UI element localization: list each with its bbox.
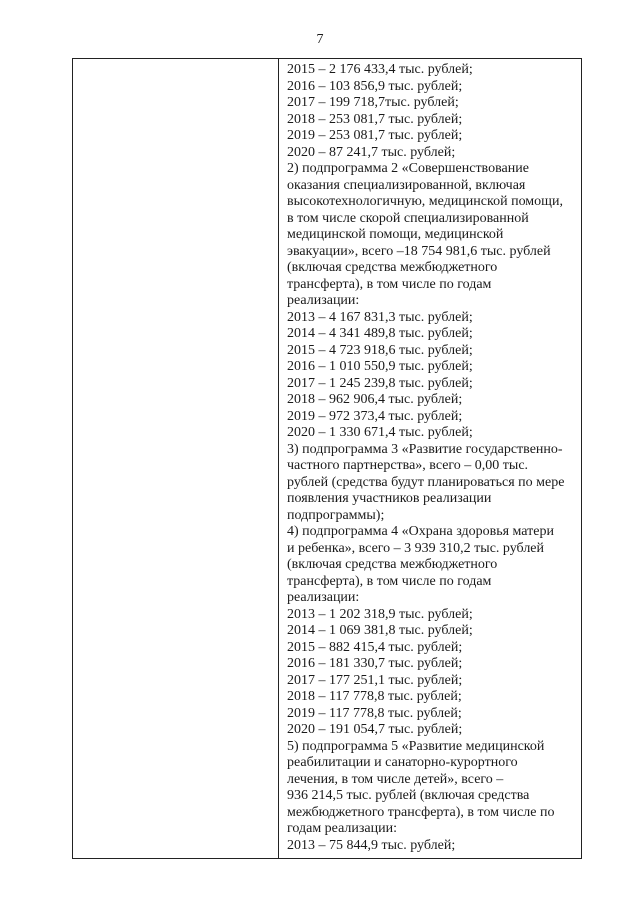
text-line: трансферта), в том числе по годам bbox=[287, 573, 492, 589]
text-line: 2017 – 1 245 239,8 тыс. рублей; bbox=[287, 375, 473, 391]
text-line: 2014 – 1 069 381,8 тыс. рублей; bbox=[287, 623, 473, 638]
text-line: подпрограммы); bbox=[287, 507, 385, 523]
text-line: медицинской помощи, медицинской bbox=[287, 227, 504, 242]
text-line: 2016 – 103 856,9 тыс. рублей; bbox=[287, 78, 463, 94]
text-line: 2016 – 1 010 550,9 тыс. рублей; bbox=[287, 359, 473, 374]
text-line: реабилитации и санаторно-курортного bbox=[287, 755, 518, 770]
text-line: 2017 – 199 718,7тыс. рублей; bbox=[287, 95, 459, 110]
text-line: 2) подпрограмма 2 «Совершенствование bbox=[287, 161, 529, 176]
text-line: 2018 – 962 906,4 тыс. рублей; bbox=[287, 392, 463, 407]
text-line: 2015 – 2 176 433,4 тыс. рублей; bbox=[287, 62, 473, 77]
text-line: реализации: bbox=[287, 293, 360, 308]
table-left-cell bbox=[73, 59, 279, 858]
text-line: и ребенка», всего – 3 939 310,2 тыс. рублей bbox=[287, 540, 545, 556]
text-line: рублей (средства будут планироваться по мере bbox=[287, 474, 565, 490]
text-line: эвакуации», всего –18 754 981,6 тыс. рублей bbox=[287, 243, 551, 259]
text-line: 3) подпрограмма 3 «Развитие государственно- bbox=[287, 441, 563, 457]
text-line: появления участников реализации bbox=[287, 491, 492, 506]
page-number: 7 bbox=[316, 32, 324, 47]
text-line: оказания специализированной, включая bbox=[287, 177, 526, 193]
text-line: трансферта), в том числе по годам bbox=[287, 276, 492, 292]
text-line: высокотехнологичную, медицинской помощи, bbox=[287, 194, 563, 209]
text-line: 2019 – 117 778,8 тыс. рублей; bbox=[287, 705, 462, 721]
text-line: 2018 – 117 778,8 тыс. рублей; bbox=[287, 689, 462, 704]
text-line: частного партнерства», всего – 0,00 тыс. bbox=[287, 458, 529, 473]
text-line: 936 214,5 тыс. рублей (включая средства bbox=[287, 788, 530, 803]
text-line: 2020 – 1 330 671,4 тыс. рублей; bbox=[287, 425, 473, 440]
text-line: 2016 – 181 330,7 тыс. рублей; bbox=[287, 656, 463, 671]
text-line: реализации: bbox=[287, 590, 360, 605]
text-line: 4) подпрограмма 4 «Охрана здоровья матери bbox=[287, 524, 554, 539]
text-line: 2014 – 4 341 489,8 тыс. рублей; bbox=[287, 326, 473, 341]
text-line: межбюджетного трансферта), в том числе по bbox=[287, 804, 555, 820]
text-line: 2015 – 4 723 918,6 тыс. рублей; bbox=[287, 342, 473, 358]
table-right-cell bbox=[279, 59, 581, 858]
text-line: лечения, в том числе детей», всего – bbox=[287, 771, 504, 787]
text-line: 2017 – 177 251,1 тыс. рублей; bbox=[287, 672, 463, 688]
text-line: 2018 – 253 081,7 тыс. рублей; bbox=[287, 111, 463, 127]
document-table bbox=[72, 58, 582, 859]
text-line: 5) подпрограмма 5 «Развитие медицинской bbox=[287, 738, 545, 754]
text-line: годам реализации: bbox=[287, 821, 397, 836]
text-line: в том числе скорой специализированной bbox=[287, 210, 529, 226]
text-line: 2020 – 87 241,7 тыс. рублей; bbox=[287, 144, 456, 160]
text-line: 2019 – 972 373,4 тыс. рублей; bbox=[287, 408, 463, 424]
text-line: 2013 – 1 202 318,9 тыс. рублей; bbox=[287, 606, 473, 622]
text-line: 2015 – 882 415,4 тыс. рублей; bbox=[287, 639, 463, 655]
text-line: 2013 – 4 167 831,3 тыс. рублей; bbox=[287, 309, 473, 325]
text-line: 2013 – 75 844,9 тыс. рублей; bbox=[287, 837, 456, 853]
text-line: (включая средства межбюджетного bbox=[287, 260, 498, 275]
text-line: 2020 – 191 054,7 тыс. рублей; bbox=[287, 722, 463, 737]
text-line: (включая средства межбюджетного bbox=[287, 557, 498, 572]
text-line: 2019 – 253 081,7 тыс. рублей; bbox=[287, 128, 463, 143]
